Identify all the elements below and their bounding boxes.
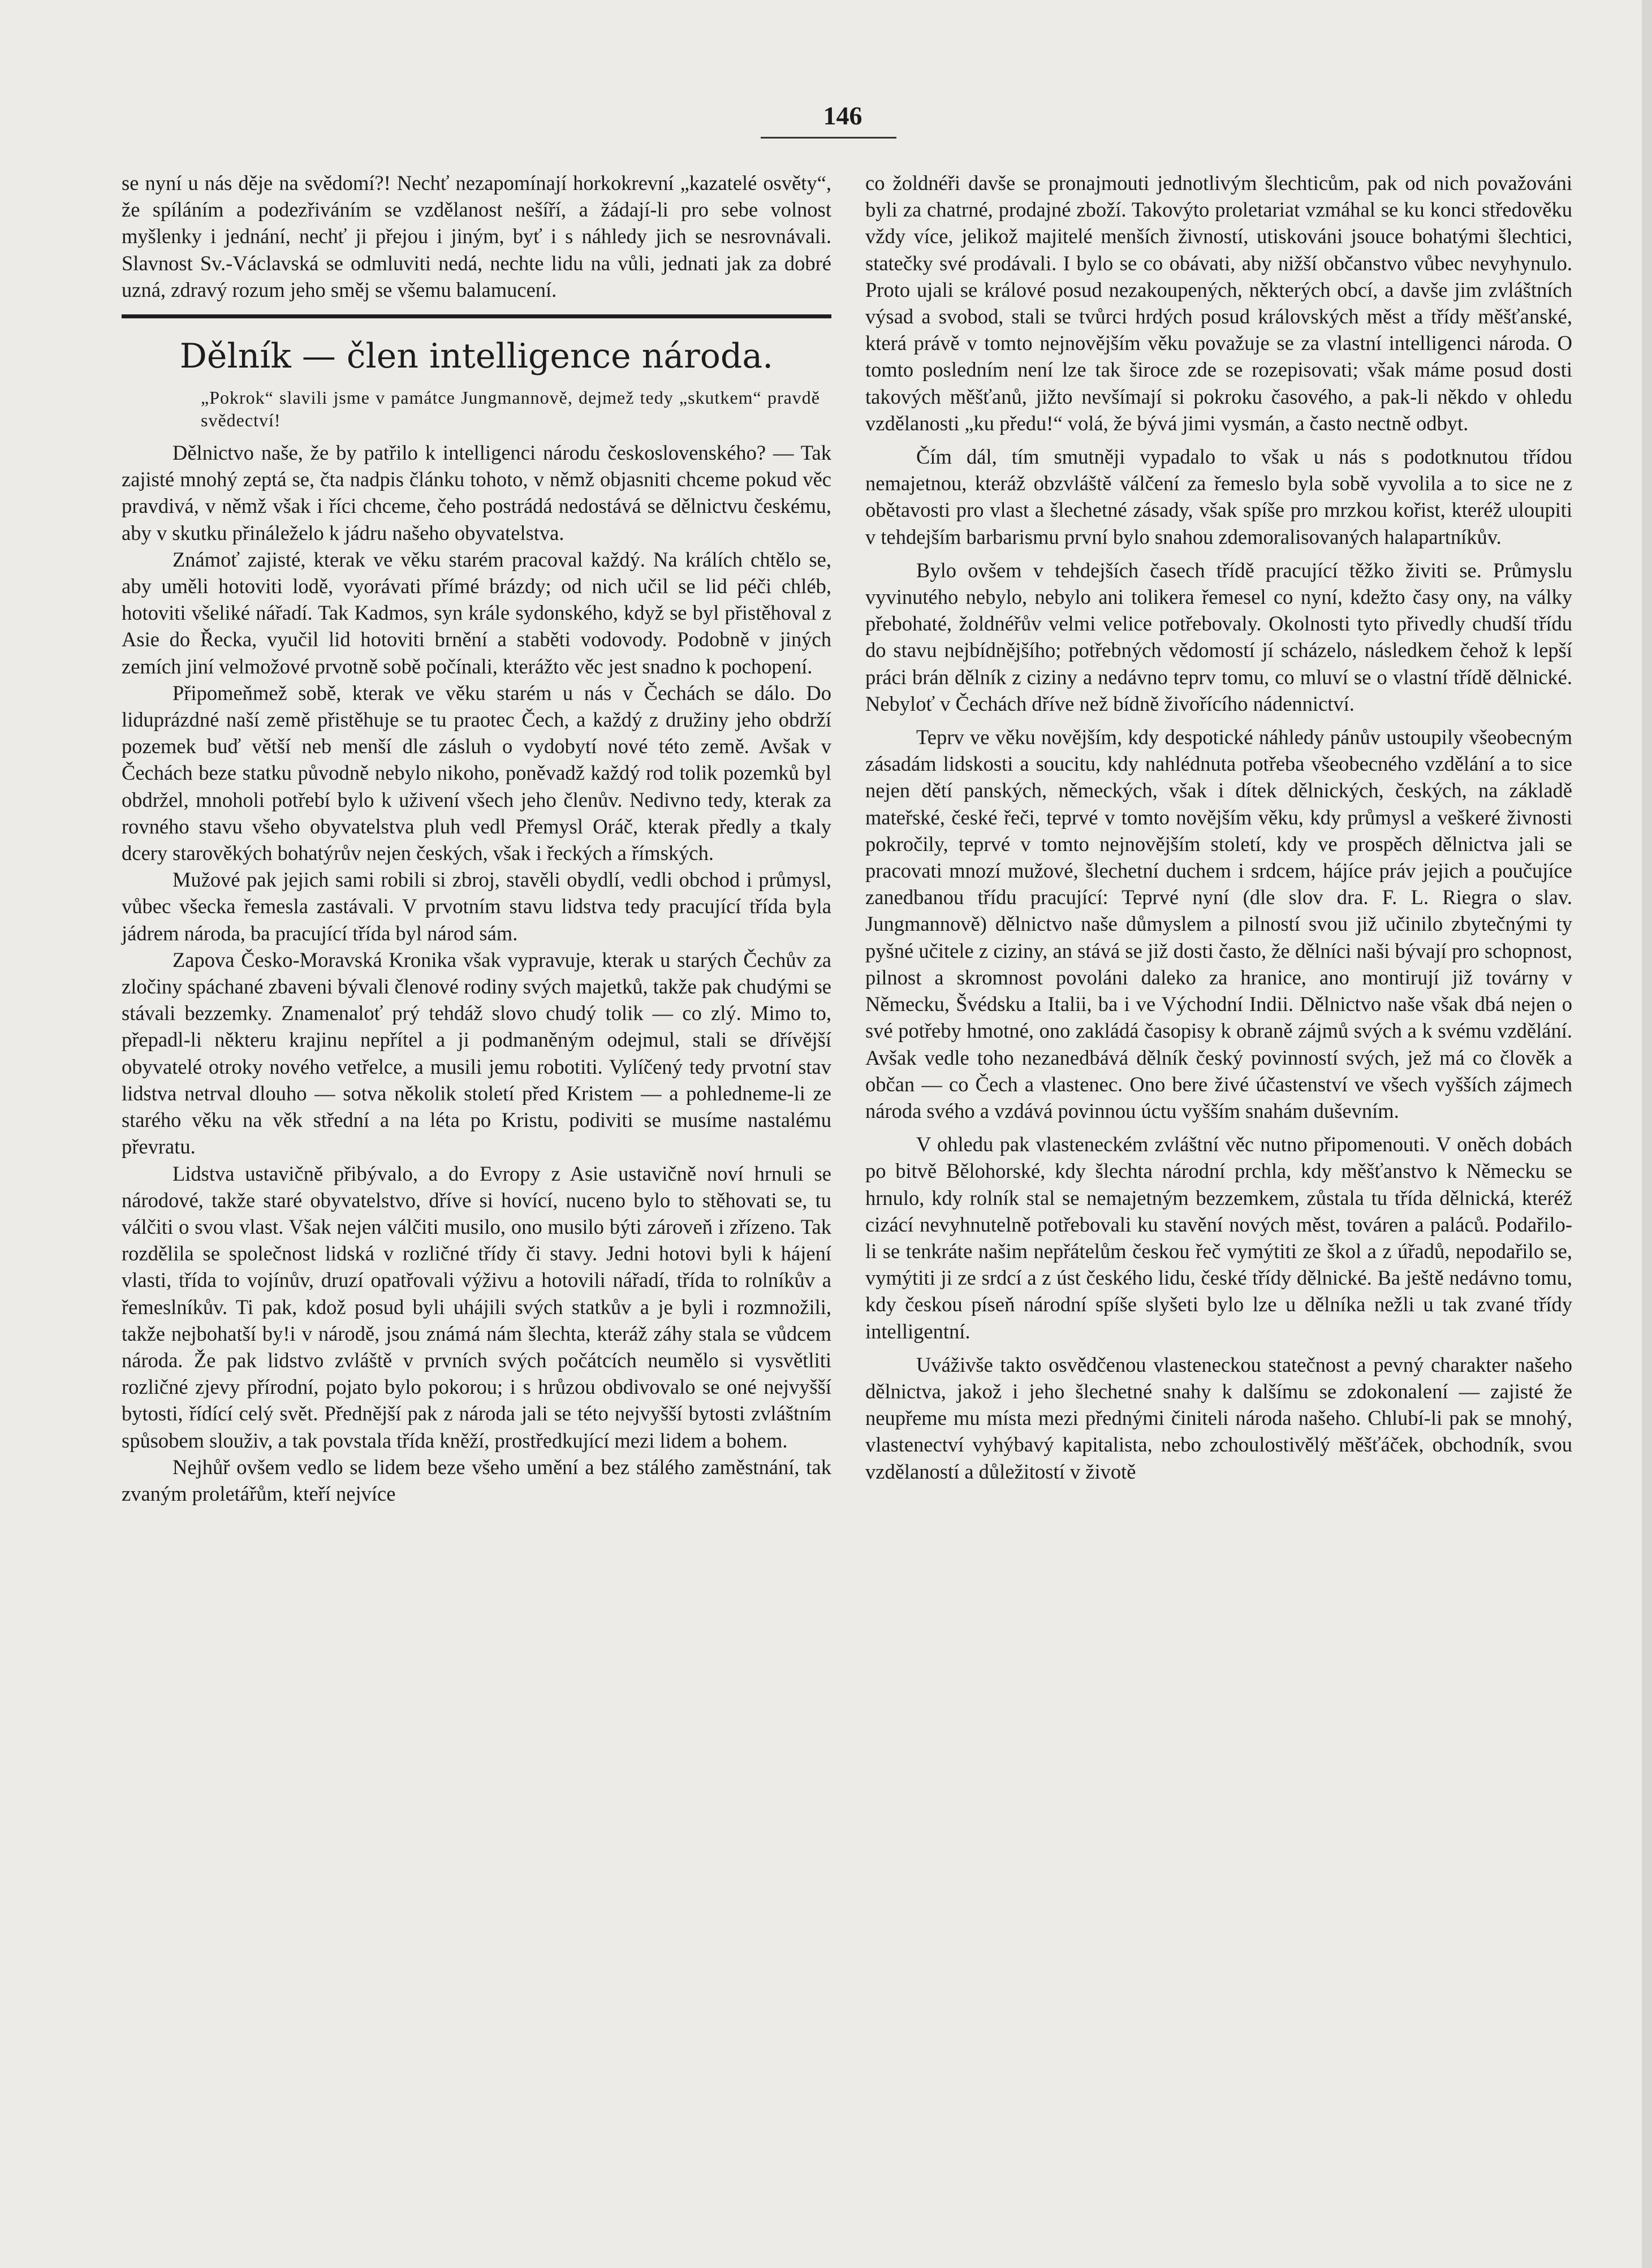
article-title: Dělník — člen intelligence národa. <box>179 336 774 377</box>
paragraph: Mužové pak jejich sami robili si zbroj, stavěli obydlí, vedli obchod i průmysl, vůbec všecka řemesla zastávali. V prvotním stavu lidstva tedy pracující třída byla jádrem národa, ba pracující třída byl národ sám. <box>122 868 831 945</box>
paragraph: Dělnictvo naše, že by patřilo k intelligenci národu československého? — Tak zajisté mnohý zeptá se, čta nadpis článku tohoto, v němž objasniti chceme pokud věc pravdivá, v němž však i říci chceme, čeho postrádá nedostává se dělnictvu českému, aby v skutku přináleželo k jádru našeho obyvatelstva. <box>122 441 831 545</box>
paragraph: Uváživše takto osvědčenou vlasteneckou statečnost a pevný charakter našeho dělnictva, jakož i jeho šlechetné snahy k dalšímu se zdokonalení — zajisté že neupřeme mu místa mezi přednými činiteli národa našeho. Chlubí-li pak se mnohý, vlastenectví vyhýbavý kapitalista, nebo zchoulostivělý měšťáček, obchodník, svou vzdělaností a důležitostí v životě <box>865 1353 1572 1483</box>
section-divider <box>122 314 831 318</box>
paragraph: Zapova Česko-Moravská Kronika však vypravuje, kterak u starých Čechův za zločiny spáchané zbaveni bývali členové rodiny svých majetků, takže pak chudými se stávali bezzemky. Znamenaloť prý tehdáž slovo chudý tolik — co zlý. Mimo to, přepadl-li některu krajinu nepřítel a ji podmaněným odejmul, stali se dřívější obyvatelé otroky nového vetřelce, a musili jemu robotiti. Vylíčený tedy prvotní stav lidstva netrval dlouho — sotva několik století před Kristem — a pohledneme-li ze starého věku na věk střední a na léta po Kristu, podiviti se musíme nastalému převratu. <box>122 948 831 1159</box>
paragraph: Známoť zajisté, kterak ve věku starém pracoval každý. Na králích chtělo se, aby uměli hotoviti lodě, vyorávati přímé brázdy; od nich učil se lid péči chléb, hotoviti všeliké nářadí. Tak Kadmos, syn krále sydonského, když se byl přistěhoval z Asie do Řecka, vyučil lid hotoviti brnění a staběti vodovody. Podobně v jiných zemích jiní velmožové prvotně sobě počínali, kterážto věc jest snadno k pochopení. <box>122 547 831 678</box>
page-number: 146 <box>823 101 862 130</box>
paragraph: Teprv ve věku novějším, kdy despotické náhledy pánův ustoupily všeobecným zásadám lidskosti a soucitu, kdy nahlédnuta potřeba všeobecného vzdělání a to sice nejen dětí panských, německých, však i dítek dělnických, českých, na základě mateřské, české řeči, teprvé v tomto novějším věku, kdy průmysl a veškeré živnosti pokročily, teprvé v tomto nejnovějším století, kdy ve prospěch dělnictva jali se pracovati mnozí mužové, šlechetní duchem i srdcem, hájíce práv jejich a poučujíce zanedbanou třídu pracující: Teprvé nyní (dle slov dra. F. L. Riegra o slav. Jungmannově) dělnictvo naše důmyslem a pilností svou již učinilo zbytečnými ty pyšné učitele z ciziny, an stává se již dosti často, že dělníci naši bývají pro schopnost, pilnost a skromnost povoláni daleko za hranice, ano montirují již továrny v Německu, Švédsku a Italii, ba i ve Východní Indii. Dělnictvo naše však dbá nejen o své potřeby hmotné, ono zakládá časopisy k obraně zájmů svých a k svému vzdělání. Avšak vedle toho nezanedbává dělník český povinností svých, jež má co člověk a občan — co Čech a vlastenec. Ono bere živé účastenství ve všech vyšších zájmech národa svého a vzdává povinnou úctu vyšším snahám duševním. <box>865 725 1572 1122</box>
paragraph: Čím dál, tím smutněji vypadalo to však u nás s podotknutou třídou nemajetnou, kteráž obzvláště válčení za řemeslo byla sobě vyvolila a to sice ne z obětavosti pro vlast a šlechetné zásady, však spíše pro mrzkou kořist, kteréž uloupiti v tehdejším barbarismu první bylo snahou zdemoralisovaných halapartníkův. <box>865 445 1572 548</box>
left-column <box>122 170 831 1507</box>
paragraph: Lidstva ustavičně přibývalo, a do Evropy z Asie ustavičně noví hrnuli se národové, takže staré obyvatelstvo, dříve si hovící, nuceno bylo to stěhovati se, tu válčiti o svou vlast. Však nejen válčiti musilo, ono musilo býti zároveň i zřízeno. Tak rozdělila se společnost lidská v rozličné třídy či stavy. Jedni hotovi byli k hájení vlasti, třída to vojínův, druzí opatřovali výživu a hotovili nářadí, třída to rolníkův a řemeslníkův. Ti pak, kdož posud byli uhájili svých statkův a je byli i rozmnožili, takže nejbohatší by!i v národě, jsou známá nám šlechta, kteráž záhy stala se vůdcem národa. Že pak lidstvo zvláště v prvních svých počátcích neumělo si vysvětliti rozličné zjevy přírodní, pojato bylo pokorou; i s hrůzou obdivovalo se oné nejvyšší bytosti, řídící celý svět. Přednější pak z národa jali se této nejvyšší bytosti zvláštním spůsobem slouživ, a tak povstala třída kněží, prostředkující mezi lidem a bohem. <box>122 1161 831 1452</box>
paragraph: Bylo ovšem v tehdejších časech třídě pracující těžko živiti se. Průmyslu vyvinutého nebylo, nebylo ani tolikera řemesel co nyní, kdežto časy ony, na války přebohaté, žoldnéřův velmi velice potřebovaly. Okolnosti tyto přivedly chudší třídu do stavu nejbídnějšího; potřebných vědomostí jí scházelo, následkem čehož k lepší práci brán dělník z ciziny a nedávno teprv tomu, co mluví se o vlastní třídě dělnické. Nebyloť v Čechách dříve než bídně živořícího nádennictví. <box>865 558 1572 715</box>
paragraph: V ohledu pak vlasteneckém zvláštní věc nutno připomenouti. V oněch dobách po bitvě Bělohorské, kdy šlechta národní prchla, kdy měšťanstvo k Německu se hrnulo, kdy rolník stal se nemajetným bezzemkem, zůstala tu třída dělnická, kteréž cizácí nevyhnutelně potřebovali ku stavění nových měst, továren a paláců. Podařilo-li se tenkráte našim nepřátelům českou řeč vymýtiti ze škol a z úřadů, nepodařilo se, vymýtiti ji ze srdcí a z úst českého lidu, české třídy dělnické. Ba ještě nedávno tomu, kdy českou píseň národní spíše slyšeti bylo lze u dělníka nežli u tak zvané třídy intelligentní. <box>865 1133 1572 1343</box>
page-edge-shadow <box>1642 0 1652 2268</box>
epigraph: „Pokrok“ slavili jsme v památce Jungmannově, dejmež tedy „skutkem“ pravdě svědectví! <box>201 387 820 431</box>
intro-paragraph: se nyní u nás děje na svědomí?! Nechť nezapomínají horkokrevní „kazatelé osvěty“, že spíláním a podezřiváním se vzdělanost nešíří, a žádají-li pro sebe volnost myšlenky i jednání, nechť ji přejou i jiným, byť i s náhledy jich se nesrovnávali. Slavnost Sv.-Václavská se odmluviti nedá, nechte lidu na vůli, jednati jak za dobré uzná, zdravý rozum jeho směj se všemu balamucení. <box>122 171 831 301</box>
page-number-rule <box>761 137 896 139</box>
paragraph: Nejhůř ovšem vedlo se lidem beze všeho umění a bez stálého zaměstnání, tak zvaným proletářům, kteří nejvíce <box>122 1455 831 1505</box>
right-column <box>865 170 1572 1485</box>
paragraph: co žoldnéři davše se pronajmouti jednotlivým šlechticům, pak od nich považováni byli za chatrné, prodajné zboží. Takovýto proletariat vzmáhal se ku konci středověku vždy více, jelikož majitelé menších živností, utiskováni jsouce bohatými šlechtici, statečky své prodávali. I bylo se co obávati, aby nižší občanstvo vůbec nevyhynulo. Proto ujali se králové posud nezakoupených, některých obcí, a davše jim zvláštních výsad a svobod, stali se tvůrci hrdých posud královských měst a třídy měšťanské, která právě v tomto nejnovějším věku považuje se za vlastní intelligenci národa. O tomto posledním není lze tak široce zde se rozepisovati; však máme posud dosti takových měšťanů, jižto nevšímají si pokroku časového, a pak-li někdo v ohledu vzdělanosti „ku předu!“ volá, že bývá jimi vysmán, a často nectně odbyt. <box>865 171 1572 435</box>
paragraph: Připomeňmež sobě, kterak ve věku starém u nás v Čechách se dálo. Do liduprázdné naší země přistěhuje se tu praotec Čech, a každý z družiny jeho obdrží pozemek buď větší neb menší dle zásluh o vydobytí nové této země. Avšak v Čechách beze statku původně nebylo nikoho, poněvadž každý rod tolik pozemků byl obdržel, mnoholi potřebí bylo k uživení všech jeho členův. Nedivno tedy, kterak za rovného stavu všeho obyvatelstva pluh vedl Přemysl Oráč, kterak předly a tkaly dcery starověkých bohatýrův nejen českých, však i řeckých a římských. <box>122 681 831 865</box>
